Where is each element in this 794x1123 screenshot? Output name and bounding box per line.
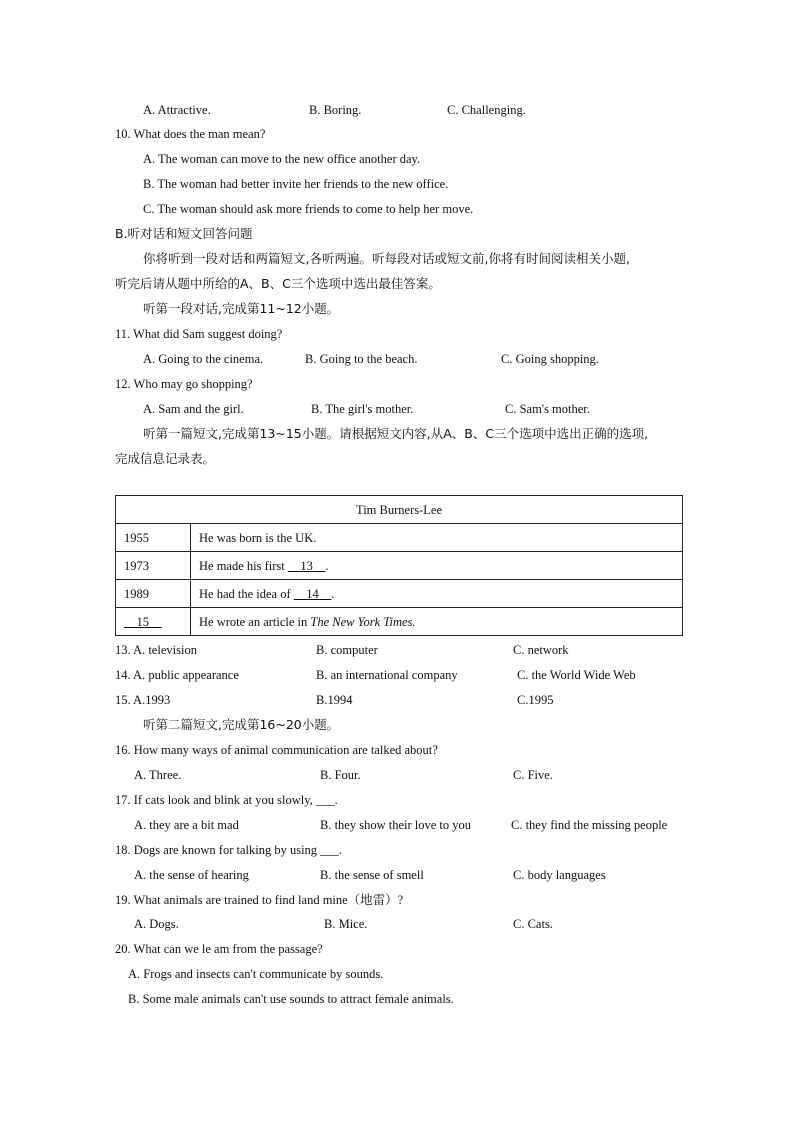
table-year-cell: 1973 [116,552,191,580]
q16-stem: 16. How many ways of animal communication are talked about? [115,743,438,757]
q11-option-a: A. Going to the cinema. [143,352,264,366]
q16-option-a: A. Three. [134,768,182,782]
q12-option-a: A. Sam and the girl. [143,402,244,416]
q17-option-b: B. they show their love to you [320,818,472,832]
table-event-cell: He made his first __13__. [191,552,683,580]
q20-stem: 20. What can we le am from the passage? [115,942,323,956]
q17-option-a: A. they are a bit mad [134,818,239,832]
q18-option-a: A. the sense of hearing [134,868,249,882]
section-b-intro-line1: 你将听到一段对话和两篇短文,各听两遍。听每段对话或短文前,你将有时间阅读相关小题, [143,251,630,266]
q9-option-b: B. Boring. [309,103,362,117]
q15-option-b: B.1994 [316,693,353,707]
blank-13: __13__ [287,558,326,573]
table-row [116,524,683,552]
section-b-title: B.听对话和短文回答问题 [115,226,253,241]
blank-15: __15__ [116,608,191,636]
q11-option-c: C. Going shopping. [501,352,599,366]
q10-option-c: C. The woman should ask more friends to come to help her move. [143,202,474,216]
q13-option-a: 13. A. television [115,643,197,657]
q11-stem: 11. What did Sam suggest doing? [115,327,283,341]
q10-option-b: B. The woman had better invite her friends to the new office. [143,177,449,191]
q9-option-c: C. Challenging. [447,103,526,117]
q14-option-c: C. the World Wide Web [517,668,636,682]
q17-stem: 17. If cats look and blink at you slowly, ___. [115,793,338,807]
q19-option-c: C. Cats. [513,917,553,931]
passage1-instruction-line1: 听第一篇短文,完成第13~15小题。请根据短文内容,从A、B、C三个选项中选出正确的选项, [143,426,649,441]
q19-option-a: A. Dogs. [134,917,179,931]
q10-option-a: A. The woman can move to the new office another day. [143,152,421,166]
q9-option-a: A. Attractive. [143,103,211,117]
q16-option-b: B. Four. [320,768,361,782]
q10-stem: 10. What does the man mean? [115,127,266,141]
q12-stem: 12. Who may go shopping? [115,377,253,391]
q18-stem: 18. Dogs are known for talking by using ___. [115,843,343,857]
table-title: Tim Burners-Lee [116,496,683,524]
section-b-intro-line2: 听完后请从题中所给的A、B、C三个选项中选出最佳答案。 [115,276,441,291]
q16-option-c: C. Five. [513,768,553,782]
passage2-instruction: 听第二篇短文,完成第16~20小题。 [143,717,340,732]
q19-option-b: B. Mice. [324,917,368,931]
blank-14: __14__ [293,586,332,601]
table-row [116,552,683,580]
q17-option-c: C. they find the missing people [511,818,668,832]
newspaper-title: The New York Times. [310,614,416,629]
table-row [116,608,683,636]
info-record-table [115,495,683,636]
q15-option-a: 15. A.1993 [115,693,171,707]
table-year-cell: 1955 [116,524,191,552]
table-year-cell: 1989 [116,580,191,608]
q14-option-a: 14. A. public appearance [115,668,239,682]
q13-option-c: C. network [513,643,569,657]
q18-option-c: C. body languages [513,868,606,882]
table-event-cell: He had the idea of __14__. [191,580,683,608]
q20-option-b: B. Some male animals can't use sounds to attract female animals. [128,992,454,1006]
q12-option-b: B. The girl's mother. [311,402,414,416]
q14-option-b: B. an international company [316,668,458,682]
passage1-instruction-line2: 完成信息记录表。 [115,451,216,466]
q12-option-c: C. Sam's mother. [505,402,590,416]
q20-option-a: A. Frogs and insects can't communicate by sounds. [128,967,384,981]
table-event-cell: He wrote an article in The New York Times. [191,608,683,636]
q11-option-b: B. Going to the beach. [305,352,418,366]
dialogue-instruction: 听第一段对话,完成第11~12小题。 [143,301,340,316]
q19-stem: 19. What animals are trained to find land mine（地雷）? [115,893,404,907]
table-event-cell: He was born is the UK. [191,524,683,552]
table-row [116,580,683,608]
q15-option-c: C.1995 [517,693,554,707]
q18-option-b: B. the sense of smell [320,868,424,882]
q13-option-b: B. computer [316,643,378,657]
